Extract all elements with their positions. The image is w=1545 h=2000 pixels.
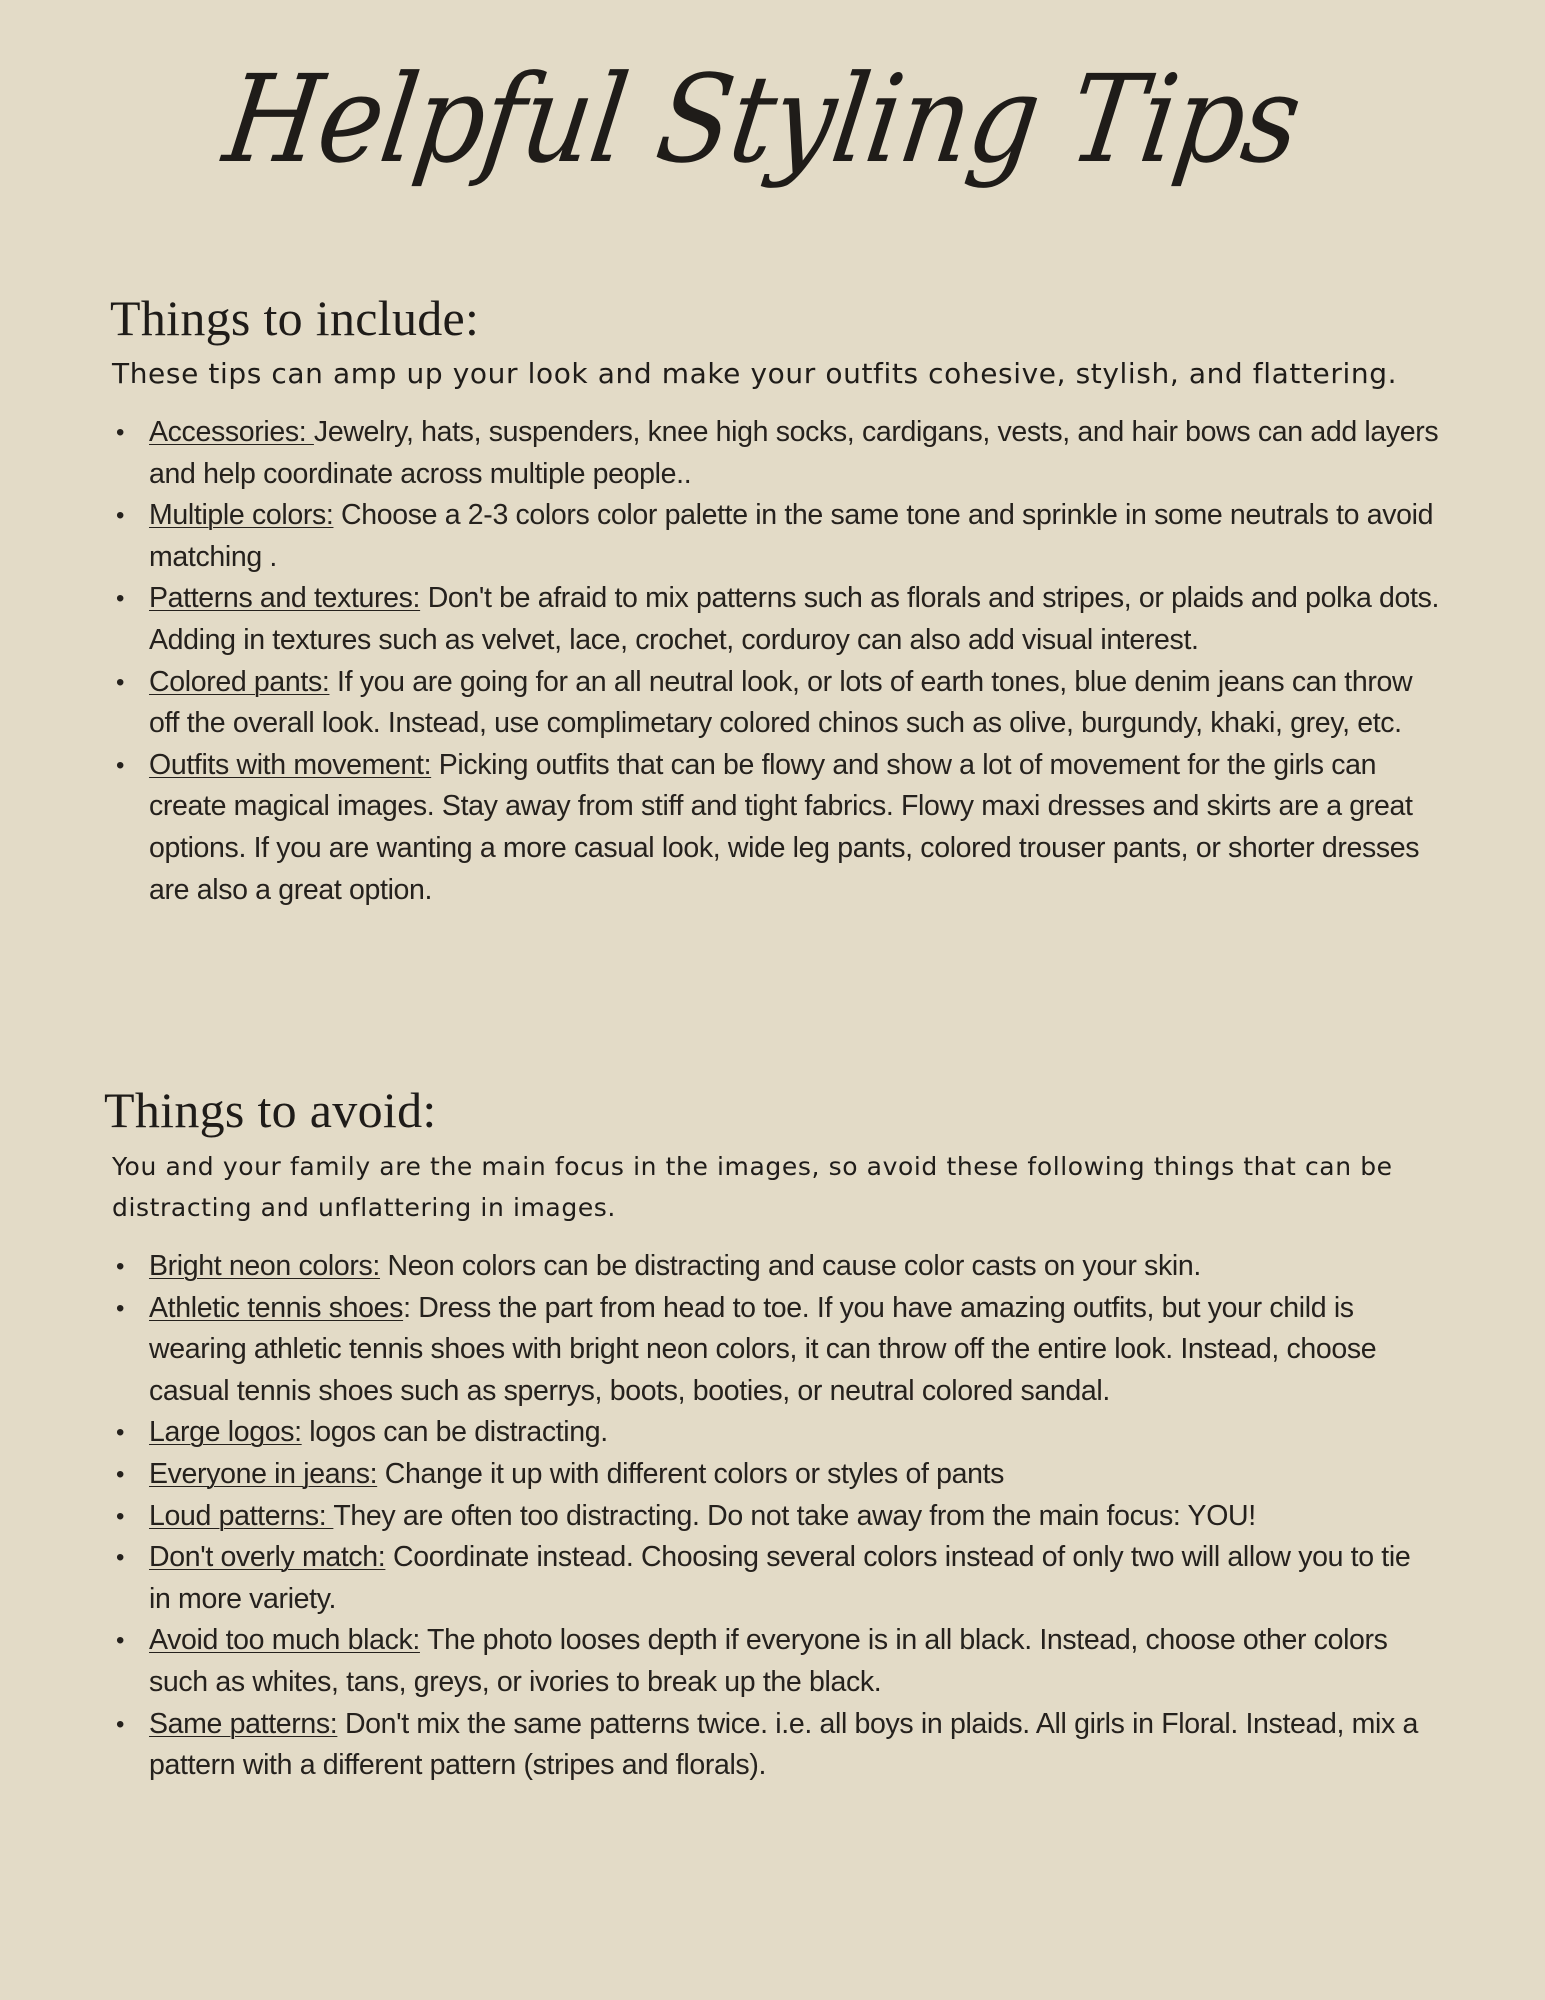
avoid-heading: Things to avoid: xyxy=(104,1082,437,1138)
tip-term: Multiple colors: xyxy=(149,499,334,532)
bullet-icon: • xyxy=(116,1460,125,1488)
bullet-icon: • xyxy=(116,1627,125,1655)
bullet-icon: • xyxy=(116,419,125,447)
tip-text: Don't mix the same patterns twice. i.e. all boys in plaids. All girls in Floral. Instead, mix a pattern with a different pattern (stripes and florals). xyxy=(149,1707,1419,1782)
list-item xyxy=(112,662,1440,745)
tip-text: Neon colors can be distracting and cause color casts on your skin. xyxy=(379,1250,1201,1282)
list-item xyxy=(112,1288,1434,1413)
avoid-intro: You and your family are the main focus in the images, so avoid these following things that can be distracting and unflattering in images. xyxy=(112,1151,1393,1222)
list-item xyxy=(112,1620,1434,1703)
list-item xyxy=(112,495,1440,578)
tip-term: Avoid too much black: xyxy=(149,1624,420,1657)
bullet-icon: • xyxy=(116,668,125,696)
tip-text: : Dress the part from head to toe. If you have amazing outfits, but your child is wearing athletic tennis shoes with bright neon colors, it can throw off the entire look. Instead, choose casual tennis shoes such as sperrys, boots, booties, or neutral colored sandal. xyxy=(149,1291,1377,1407)
list-item xyxy=(112,1454,1434,1496)
tip-term: Large logos: xyxy=(149,1416,302,1449)
tip-text: logos can be distracting. xyxy=(301,1416,608,1449)
tip-term: Accessories: xyxy=(149,416,314,449)
bullet-icon: • xyxy=(116,1253,125,1280)
bullet-icon: • xyxy=(116,1544,125,1572)
tip-text: Don't be afraid to mix patterns such as florals and stripes, or plaids and polka dots. Adding in textures such as velvet, lace, crochet, corduroy can also add visual interest. xyxy=(149,582,1440,657)
tip-term: Everyone in jeans: xyxy=(149,1457,378,1490)
tip-text: Choose a 2-3 colors color palette in the same tone and sprinkle in some neutrals to avoid matching . xyxy=(149,499,1434,573)
tip-text: Picking outfits that can be flowy and show a lot of movement for the girls can create magical images. Stay away from stiff and tight fabrics. Flowy maxi dresses and skirts are a great options. If you are wanting a more casual look, wide leg pants, colored trouser pants, or shorter dresses are also a great option. xyxy=(149,748,1420,906)
tip-term: Outfits with movement: xyxy=(149,748,432,781)
include-section xyxy=(110,290,1440,911)
list-item xyxy=(112,1496,1434,1538)
tip-text: They are often too distracting. Do not take away from the main focus: YOU! xyxy=(333,1499,1256,1532)
bullet-icon: • xyxy=(116,1502,125,1530)
page-title: Helpful Styling Tips xyxy=(216,50,1309,191)
bullet-icon: • xyxy=(116,585,125,613)
include-heading: Things to include: xyxy=(110,290,480,346)
tip-term: Bright neon colors: xyxy=(149,1250,380,1282)
tip-text: If you are going for an all neutral look, or lots of earth tones, blue denim jeans can throw off the overall look. Instead, use complimetary colored chinos such as olive, burgundy, khaki, grey, etc. xyxy=(149,665,1413,740)
tip-text: Jewelry, hats, suspenders, knee high socks, cardigans, vests, and hair bows can add layers and help coordinate across multiple people.. xyxy=(149,416,1439,490)
avoid-list xyxy=(112,1246,1434,1787)
include-intro: These tips can amp up your look and make your outfits cohesive, stylish, and flattering. xyxy=(112,356,1398,390)
list-item xyxy=(112,1246,1434,1288)
tip-term: Athletic tennis shoes xyxy=(149,1291,404,1324)
list-item xyxy=(112,412,1440,495)
bullet-icon: • xyxy=(116,1710,125,1738)
tip-text: Change it up with different colors or styles of pants xyxy=(377,1457,1005,1490)
tip-term: Colored pants: xyxy=(149,665,330,698)
tip-term: Patterns and textures: xyxy=(149,582,421,615)
list-item xyxy=(112,1704,1434,1787)
list-item xyxy=(112,1412,1434,1454)
avoid-section xyxy=(104,1082,1434,1787)
bullet-icon: • xyxy=(116,502,125,530)
tip-term: Same patterns: xyxy=(149,1707,338,1740)
bullet-icon: • xyxy=(116,1419,125,1447)
list-item xyxy=(112,1537,1434,1620)
list-item xyxy=(112,745,1440,911)
tip-term: Loud patterns: xyxy=(149,1499,334,1532)
include-list xyxy=(112,412,1440,911)
tip-text: The photo looses depth if everyone is in all black. Instead, choose other colors such as whites, tans, greys, or ivories to break up the black. xyxy=(149,1624,1388,1698)
list-item xyxy=(112,578,1440,661)
bullet-icon: • xyxy=(116,751,125,779)
tip-text: Coordinate instead. Choosing several colors instead of only two will allow you to tie in more variety. xyxy=(149,1541,1411,1615)
bullet-icon: • xyxy=(116,1294,125,1322)
tip-term: Don't overly match: xyxy=(149,1541,386,1574)
